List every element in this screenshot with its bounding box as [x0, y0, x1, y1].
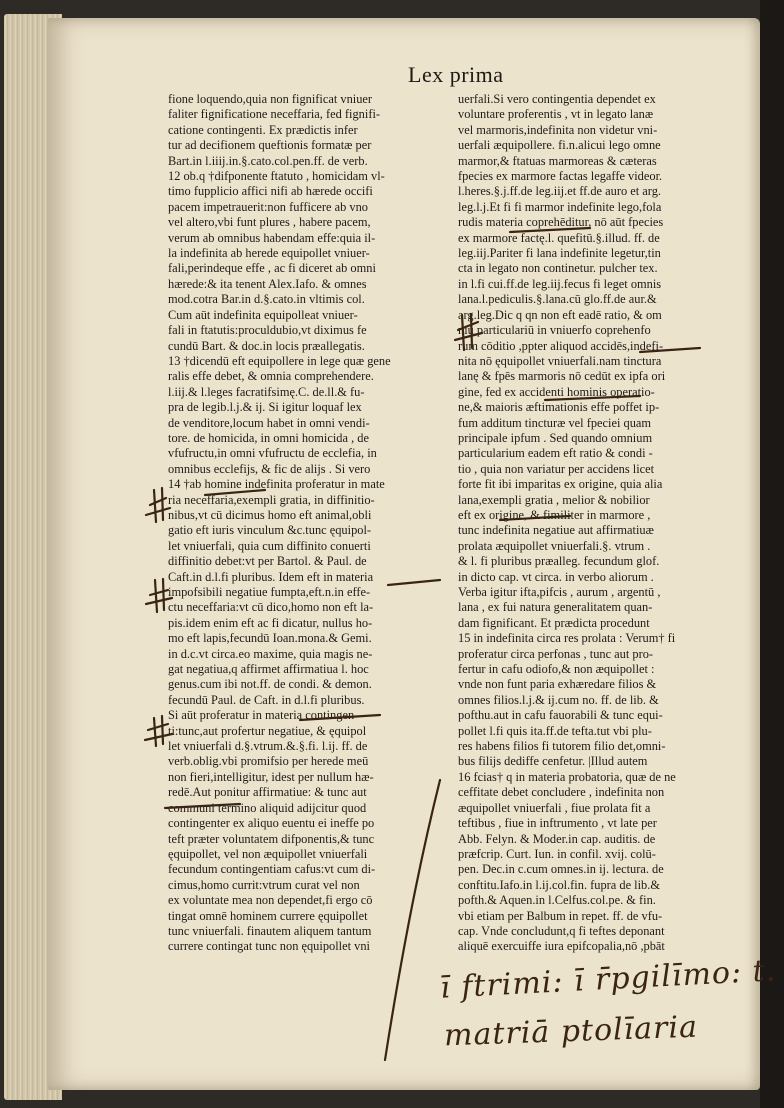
page-header: Lex prima	[408, 62, 504, 87]
text-line: pacem impetrauerit:non fufficere ab vno	[168, 199, 368, 214]
handwritten-note: matriā ptolīaria	[443, 1009, 699, 1054]
text-line: Si aūt proferatur in materia contingen-	[168, 708, 359, 723]
text-line: impofsibili negatiue fumpta,eft.n.in effe-	[168, 585, 371, 599]
text-line: 16 fcias† q in materia probatoria, quæ de ne	[458, 769, 676, 784]
text-line: fertur in cafu odiofo,& non æquipollet :	[458, 662, 655, 677]
text-line: eft ex origine, & fimiliter in marmore ,	[458, 507, 651, 522]
text-line: ceffitate debet concludere , indefinita non	[458, 785, 665, 800]
text-line: uerfali.Si vero contingentia dependet ex	[458, 92, 656, 106]
text-line: rum cōditio ,ppter aliquod accidēs,indefi-	[458, 338, 664, 353]
text-line: 15 in indefinita circa res prolata : Verum† fi	[458, 631, 676, 646]
text-line: teft præter voluntatem difponentis,& tunc	[168, 831, 375, 846]
text-line: vbi etiam per Balbum in repet. ff. de vfu-	[458, 908, 663, 923]
text-line: nibus,vt cū dicimus homo eft animal,obli	[168, 507, 372, 522]
text-line: cap. Vnde concludunt,q fi teftes deponant	[458, 923, 665, 938]
text-line: ęquipollet, vel non æquipollet vniuerfali	[168, 846, 368, 861]
text-line: tunc indefinita negatiue aut affirmatiuæ	[458, 523, 654, 538]
text-line: mo eft lapis,fecundū Ioan.mona.& Gemi.	[168, 631, 372, 646]
text-line: in d.c.vt circa.eo maxime, quia magis ne-	[168, 646, 373, 661]
text-line: ex voluntate mea non dependet,fi ergo cō	[168, 893, 373, 908]
text-line: Cum aūt indefinita equipolleat vniuer-	[168, 307, 358, 322]
text-line: conftitu.Iafo.in l.ij.col.fin. fupra de lib.&	[458, 877, 660, 892]
text-line: contingenter ex aliquo euentu ei ineffe po	[168, 816, 375, 831]
text-line: cundū Bart. & doc.in locis præallegatis.	[168, 338, 365, 353]
text-line: arg.leg.Dic q qn non eft eadē ratio, & om	[458, 307, 662, 322]
text-line: res habens filios fi tutorem filio det,omni-	[458, 739, 666, 754]
text-line: lana , ex fui natura generalitatem quan-	[458, 600, 653, 615]
text-line: genus.cum ibi not.ff. de condi. & demon.	[168, 677, 372, 692]
text-line: non fieri,intelligitur, idest per nullum hæ-	[168, 769, 374, 784]
text-line: ctu neceffaria:vt cū dico,homo non eft la-	[168, 600, 374, 615]
text-line: pra de legib.l.j.& ij. Si igitur loquaf lex	[168, 400, 362, 415]
text-line: let vniuerfali d.§.vtrum.&.§.fi. l.ij. ff. de	[168, 739, 368, 754]
text-line: vel marmoris,indefinita non videtur vni-	[458, 122, 658, 137]
text-line: omnibus ecclefijs, & fic de alijs . Si vero	[168, 461, 371, 476]
text-line: ti:tunc,aut profertur negatiue, & ęquipol	[168, 723, 367, 738]
text-line: uerfali æquipollere. fi.n.alicui lego omne	[458, 138, 661, 153]
text-line: Abb. Felyn. & Moder.in cap. auditis. de	[458, 831, 656, 846]
text-line: leg.iij.Pariter fi lana indefinite legetur,tin	[458, 246, 661, 261]
text-line: pollet l.fi quis ita.ff.de tefta.tut vbi plu-	[458, 723, 652, 738]
text-line: catione contingenti. Ex prædictis infer	[168, 122, 358, 137]
text-line: niu particulariū in vniuerfo coprehenfo	[458, 323, 651, 338]
text-line: marmor,& ftatuas marmoreas & cæteras	[458, 153, 657, 168]
text-line: fali,perindeque effe , ac fi diceret ab omni	[168, 261, 376, 276]
text-line: mod.cotra Bar.in d.§.cato.in vltimis col.	[168, 292, 365, 307]
text-line: fum additum tincturæ vel fpeciei quam	[458, 415, 652, 430]
text-line: l.heres.§.j.ff.de leg.iij.et ff.de auro et arg.	[458, 184, 661, 199]
text-line: lana.l.pediculis.§.lana.cū glo.ff.de aur.&	[458, 292, 657, 307]
text-line: rudis materia coprehēditur, nō aūt fpecies	[458, 215, 664, 230]
text-line: gatio eft iuris vinculum &c.tunc ęquipol-	[168, 523, 372, 538]
text-line: fali in ftatutis:proculdubio,vt diximus fe	[168, 323, 367, 338]
text-line: verb.oblig.vbi promifsio per herede meū	[168, 754, 369, 769]
text-line: l.iij.& l.leges facratifsimę.C. de.ll.& fu-	[168, 384, 365, 399]
text-line: Bart.in l.iiij.in.§.cato.col.pen.ff. de verb.	[168, 153, 368, 168]
text-line: lana,exempli gratia , melior & nobilior	[458, 492, 650, 507]
text-line: ria neceffaria,exempli gratia, in diffinitio-	[168, 492, 375, 507]
text-line: pen. Dec.in c.cum omnes.in ij. lectura. de	[458, 862, 664, 877]
text-line: præfcrip. Curt. Iun. in confil. xvij. colū-	[458, 846, 656, 861]
text-line: fecundū Paul. de Caft. in d.l.fi pluribus.	[168, 692, 365, 707]
text-line: voluntare proferentis , vt in legato lanæ	[458, 107, 654, 122]
text-line: diffinitio debet:vt per Bartol. & Paul. de	[168, 554, 367, 569]
text-line: proferatur circa perfonas , tunc aut pro-	[458, 646, 654, 661]
text-line: fione loquendo,quia non fignificat vniuer	[168, 92, 373, 106]
text-line: let vniuerfali, quia cum diffinito conuerti	[168, 538, 371, 553]
text-line: Verba igitur ifta,pifcis , aurum , argentū ,	[458, 585, 661, 599]
text-line: tore. de homicida, in omni homicida , de	[168, 430, 369, 445]
text-line: prolata æquipollet vniuerfali.§. vtrum .	[458, 538, 651, 553]
text-line: & l. fi pluribus præalleg. fecundum glof.	[458, 554, 660, 569]
text-line: redē.Aut ponitur affirmatiue: & tunc aut	[168, 785, 367, 800]
text-line: 12 ob.q †difponente ftatuto , homicidam vl-	[168, 169, 385, 184]
text-line: 13 †dicendū eft equipollere in lege quæ gene	[168, 353, 391, 368]
text-line: pofthu.aut in cafu fauorabili & tunc equi-	[458, 708, 663, 723]
right-text-column	[458, 92, 758, 955]
text-line: principale ipfum . Sed quando omnium	[458, 430, 653, 445]
handwritten-note: ī ftrimi: ī r̄pgilīmo: t.	[439, 953, 778, 1006]
text-line: ralis effe debet, & omnia comprehendere.	[168, 369, 374, 384]
text-line: fpecies ex marmore factas legaffe videor.	[458, 169, 663, 184]
text-line: particularium eadem eft ratio & condi -	[458, 446, 653, 461]
text-line: tur ad decifionem queftionis formatæ per	[168, 138, 372, 153]
text-line: cimus,homo currit:vtrum curat vel non	[168, 877, 360, 892]
text-line: communi termino aliquid adijcitur quod	[168, 800, 367, 815]
text-line: in dicto cap. vt circa. in verbo aliorum .	[458, 569, 654, 584]
text-line: Caft.in d.l.fi pluribus. Idem eft in materia	[168, 569, 374, 584]
text-line: timo fupplicio affici nifi ab hærede occifi	[168, 184, 373, 199]
text-line: currere contingat tunc non ęquipollet vni	[168, 939, 370, 954]
text-line: teftibus , fiue in inftrumento , vt late per	[458, 816, 657, 831]
text-line: hærede:& ita tenent Alex.Iafo. & omnes	[168, 276, 367, 291]
text-line: 14 †ab homine indefinita proferatur in mate	[168, 477, 385, 492]
text-line: æquipollet vniuerfali , fiue prolata fit a	[458, 800, 651, 815]
text-line: bus filijs dediffe cenfetur. |Illud autem	[458, 754, 648, 769]
text-line: de venditore,locum habet in omni vendi-	[168, 415, 370, 430]
text-line: in l.fi cui.ff.de leg.iij.fecus fi leget omnis	[458, 276, 662, 291]
text-line: lanę & fpēs marmoris nō cedūt ex ipfa ori	[458, 369, 666, 384]
text-line: vel altero,vbi funt plures , habere pacem,	[168, 215, 371, 230]
text-line: pis.idem enim eft ac fi dicatur, nullus ho-	[168, 615, 373, 630]
text-line: aliquē exercuiffe iura epifcopalia,nō ,pbāt	[458, 939, 665, 954]
text-line: ex marmore factę.l. quefitū.§.illud. ff. de	[458, 230, 660, 245]
text-line: nita nō ęquipollet vniuerfali.nam tinctura	[458, 353, 662, 368]
left-text-column	[168, 92, 444, 955]
text-line: vnde non funt paria exhæredare filios &	[458, 677, 657, 692]
text-line: tunc vniuerfali. finautem aliquem tantum	[168, 923, 372, 938]
text-line: tio , quia non variatur per accidens licet	[458, 461, 655, 476]
text-line: tingat omnē hominem currere ęquipollet	[168, 908, 368, 923]
text-line: omnes filios.l.j.& ij.cum no. ff. de lib. &	[458, 692, 659, 707]
text-line: cta in legato non continetur. pulcher tex.	[458, 261, 658, 276]
text-line: gine, fed ex accidenti hominis operatio-	[458, 384, 655, 399]
text-line: forte fit ibi imparitas ex origine, quia alia	[458, 477, 663, 492]
dark-background-strip	[760, 0, 784, 1108]
text-line: gat negatiua,q affirmet affirmatiua l. hoc	[168, 662, 369, 677]
text-line: fecundum contingentiam cafus:vt cum di-	[168, 862, 376, 877]
text-line: la indefinita ab herede equipollet vniuer-	[168, 246, 370, 261]
text-line: verum ab omnibus habendam effe:quia il-	[168, 230, 376, 245]
text-line: pofth.& Aquen.in l.Celfus.col.pe. & fin.	[458, 893, 656, 908]
text-line: leg.l.j.Et fi fi marmor indefinite lego,fola	[458, 199, 662, 214]
text-line: dam fignificant. Et prædicta procedunt	[458, 615, 650, 630]
text-line: vfufructu,in omni vfufructu de ecclefia, in	[168, 446, 377, 461]
text-line: faliter fignificatione neceffaria, fed fignifi-	[168, 107, 381, 122]
text-line: ne,& maioris æftimationis effe poffet ip-	[458, 400, 660, 415]
